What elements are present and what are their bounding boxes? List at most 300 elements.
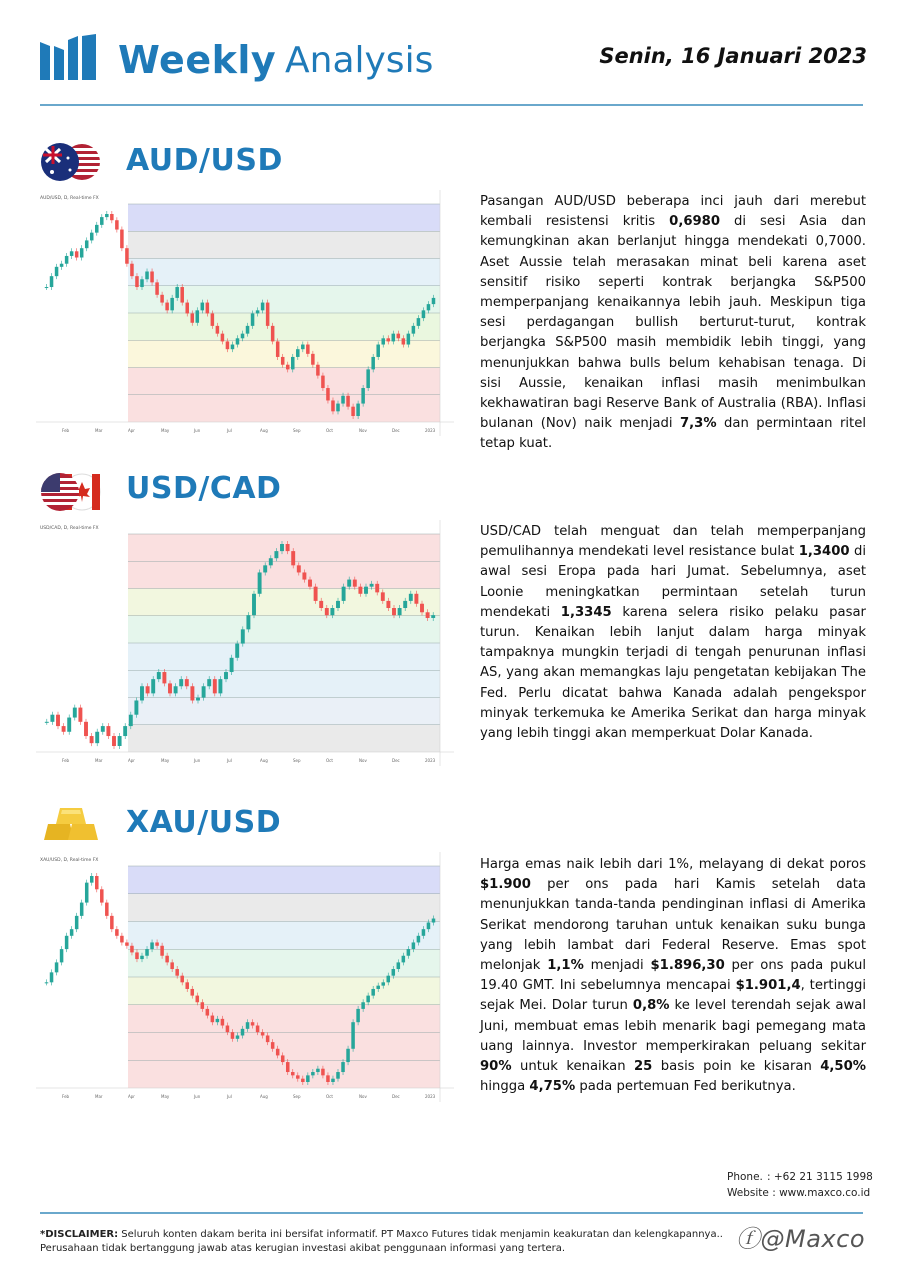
- candle-body: [56, 715, 60, 726]
- candle-body: [174, 686, 178, 693]
- candle-body: [211, 313, 215, 325]
- candle-body: [256, 1026, 260, 1033]
- candle-body: [271, 326, 275, 342]
- candle-body: [130, 264, 134, 276]
- month-tick-label: Jun: [194, 428, 201, 433]
- candle-body: [50, 972, 54, 982]
- candle-body: [185, 679, 189, 686]
- candle-body: [346, 1049, 350, 1062]
- candle-body: [150, 942, 154, 949]
- section-title-usdcad: USD/CAD: [126, 471, 282, 506]
- candle-body: [65, 256, 69, 264]
- month-tick-label: Feb: [62, 758, 70, 763]
- month-tick-label: Oct: [326, 428, 333, 433]
- header-date: Senin, 16 Januari 2023: [599, 44, 867, 68]
- highlight-value: 1,3345: [560, 604, 612, 620]
- month-tick-label: May: [161, 1094, 170, 1099]
- candle-body: [417, 936, 421, 943]
- candle-body: [170, 298, 174, 310]
- month-tick-label: Jul: [227, 1094, 232, 1099]
- month-tick-label: May: [161, 758, 170, 763]
- gold-bars-icon: [40, 800, 102, 844]
- candle-body: [45, 722, 49, 723]
- candle-body: [180, 287, 184, 303]
- candle-body: [230, 658, 234, 672]
- fib-band: [128, 1060, 440, 1088]
- candle-body: [296, 1075, 300, 1078]
- candle-body: [325, 608, 329, 615]
- fib-band: [128, 616, 440, 643]
- month-tick-label: Feb: [62, 1094, 70, 1099]
- candle-body: [286, 544, 290, 551]
- candle-body: [85, 883, 89, 903]
- month-tick-label: 2023: [425, 428, 436, 433]
- month-tick-label: Apr: [128, 1094, 135, 1099]
- candle-body: [67, 718, 71, 732]
- candle-body: [118, 736, 122, 746]
- candle-body: [95, 732, 99, 743]
- contact-info: [727, 1169, 873, 1201]
- candle-body: [266, 303, 270, 326]
- candle-body: [165, 956, 169, 963]
- candle-body: [291, 357, 295, 369]
- month-tick-label: Mar: [95, 428, 103, 433]
- candle-body: [263, 565, 267, 572]
- fib-band: [128, 977, 440, 1005]
- candle-body: [316, 365, 320, 376]
- candle-body: [386, 976, 390, 983]
- candle-body: [241, 334, 245, 339]
- candle-body: [120, 230, 124, 249]
- candle-body: [185, 303, 189, 314]
- month-tick-label: May: [161, 428, 170, 433]
- social-handle[interactable]: [736, 1219, 865, 1254]
- candle-body: [276, 341, 280, 357]
- fib-band: [128, 670, 440, 697]
- month-tick-label: Dec: [392, 428, 400, 433]
- paragraph-text: di sesi Asia dan kemungkinan akan berlanjut hingga mendekati 0,7000. Aset Aussie telah merasakan minat beli karena aset sensitif risiko seperti kontrak berjangka S&P500 memperpanjang kenaikannya lebih jauh. Meskipun tiga sesi perdagangan bullish berturut-turut, kontrak berjangka S&P500 masih membidik lebih tinggi, yang menunjukkan bahwa bulls belum kehabisan tenaga. Di sisi Aussie, kenaikan inflasi masih menimbulkan kekhawatiran bagi Reserve Bank of Australia (RBA). Inflasi bulanan (Nov) naik menjadi: [480, 214, 866, 432]
- candle-body: [403, 601, 407, 608]
- header-title-bold: Weekly: [118, 38, 277, 82]
- fib-band: [128, 725, 440, 752]
- candle-body: [175, 287, 179, 298]
- section-title-xauusd: XAU/USD: [126, 805, 282, 840]
- candle-body: [95, 876, 99, 889]
- candle-body: [321, 1069, 325, 1076]
- candle-body: [261, 1032, 265, 1035]
- fib-band: [128, 231, 440, 258]
- candle-body: [130, 946, 134, 953]
- candle-body: [70, 251, 74, 256]
- header-divider: [40, 104, 863, 106]
- candle-body: [95, 225, 99, 233]
- candle-body: [276, 1049, 280, 1056]
- candle-body: [432, 298, 436, 304]
- candle-body: [407, 949, 411, 956]
- candle-body: [110, 214, 114, 220]
- candle-body: [170, 962, 174, 969]
- month-tick-label: Sep: [293, 1094, 301, 1099]
- candle-body: [65, 936, 69, 949]
- candle-body: [60, 949, 64, 962]
- candle-body: [301, 1079, 305, 1082]
- candle-body: [157, 672, 161, 679]
- highlight-value: 90%: [480, 1059, 512, 1075]
- paragraph-text: Harga emas naik lebih dari 1%, melayang di dekat poros: [480, 857, 866, 872]
- candle-body: [392, 608, 396, 615]
- highlight-value: 25: [634, 1059, 653, 1075]
- candle-body: [336, 601, 340, 608]
- candle-body: [211, 1016, 215, 1023]
- chart-info-label: USD/CAD, D, Real-time FX: [40, 526, 99, 531]
- month-tick-label: Aug: [260, 758, 268, 763]
- candle-body: [347, 580, 351, 587]
- candle-body: [105, 214, 109, 217]
- candle-body: [190, 686, 194, 700]
- footer-divider: [40, 1212, 863, 1214]
- month-tick-label: Mar: [95, 758, 103, 763]
- candle-body: [412, 942, 416, 949]
- paragraph-text: Pasangan AUD/USD beberapa inci jauh dari merebut kembali resistensi kritis: [480, 194, 866, 230]
- candle-body: [427, 923, 431, 930]
- candle-body: [190, 989, 194, 996]
- candle-body: [381, 338, 385, 344]
- candle-body: [151, 679, 155, 693]
- candle-body: [376, 986, 380, 989]
- candle-body: [115, 929, 119, 936]
- candle-body: [321, 376, 325, 388]
- candle-body: [417, 318, 421, 326]
- month-tick-label: Sep: [293, 758, 301, 763]
- paragraph-text: per ons pada hari Kamis setelah data menunjukkan tanda-tanda pendinginan inflasi di Amerika Serikat mendorong taruhan untuk kenaikan suku bunga yang lebih lambat dari Federal Reserve. Emas spot melonjak: [480, 877, 866, 974]
- paragraph-text: basis poin ke kisaran: [652, 1059, 821, 1075]
- paragraph-text: pada pertemuan Fed berikutnya.: [575, 1079, 796, 1095]
- candle-body: [101, 726, 105, 732]
- candle-body: [302, 572, 306, 579]
- candle-body: [105, 903, 109, 916]
- candle-body: [407, 334, 411, 345]
- candle-body: [256, 310, 260, 313]
- candle-body: [224, 672, 228, 679]
- candle-body: [297, 565, 301, 572]
- candle-body: [221, 334, 225, 342]
- highlight-value: $1.896,30: [650, 958, 725, 974]
- candle-body: [226, 1026, 230, 1033]
- candle-body: [75, 251, 79, 257]
- month-tick-label: Dec: [392, 1094, 400, 1099]
- paragraph-text: dan permintaan ritel tetap kuat.: [480, 416, 866, 452]
- month-tick-label: 2023: [425, 1094, 436, 1099]
- candle-body: [90, 876, 94, 883]
- candle-body: [358, 587, 362, 594]
- candle-body: [431, 615, 435, 618]
- candle-body: [392, 334, 396, 342]
- paragraph-text: untuk kenaikan: [511, 1059, 634, 1075]
- candle-body: [326, 388, 330, 400]
- candle-body: [412, 326, 416, 334]
- candle-body: [271, 1042, 275, 1049]
- candle-body: [364, 587, 368, 594]
- candle-body: [185, 982, 189, 989]
- candle-body: [351, 1022, 355, 1049]
- candle-body: [226, 341, 230, 349]
- candle-body: [155, 282, 159, 294]
- candle-body: [62, 726, 66, 732]
- candle-body: [356, 404, 360, 416]
- month-tick-label: Aug: [260, 428, 268, 433]
- fib-band: [128, 286, 440, 313]
- fib-band: [128, 866, 440, 894]
- candle-body: [110, 916, 114, 929]
- candle-body: [427, 304, 431, 310]
- candle-body: [241, 1029, 245, 1036]
- fib-band: [128, 204, 440, 231]
- candle-body: [145, 271, 149, 279]
- fib-band: [128, 698, 440, 725]
- facebook-icon: ⓕ: [736, 1225, 761, 1253]
- candle-body: [402, 338, 406, 344]
- section-title-audusd: AUD/USD: [126, 143, 283, 178]
- candle-body: [398, 608, 402, 615]
- candle-body: [386, 338, 390, 341]
- chart-audusd: [36, 190, 454, 436]
- candle-body: [251, 1022, 255, 1025]
- candle-body: [422, 929, 426, 936]
- candle-body: [252, 594, 256, 615]
- candle-body: [381, 982, 385, 985]
- candle-body: [291, 551, 295, 565]
- candle-body: [330, 608, 334, 615]
- candle-body: [426, 612, 430, 618]
- candle-body: [351, 407, 355, 416]
- highlight-value: $1.901,4: [735, 978, 801, 994]
- candle-body: [281, 357, 285, 365]
- month-tick-label: Feb: [62, 428, 70, 433]
- candle-body: [120, 936, 124, 943]
- us-canada-flags-icon: [40, 470, 102, 514]
- candle-body: [190, 313, 194, 322]
- candle-body: [100, 217, 104, 225]
- paragraph-text: karena selera risiko pelaku pasar turun. Kenaikan lebih lanjut dalam harga minyak tampaknya mungkin terjadi di tengah penurunan inflasi AS, yang akan memangkas laju pengetatan kebijakan The Fed. Perlu dicatat bahwa Kanada adalah pengekspor minyak terkemuka ke Amerika Serikat dan harga minyak yang lebih tinggi akan memperkuat Dolar Kanada.: [480, 604, 866, 742]
- candle-body: [196, 996, 200, 1003]
- candle-body: [90, 736, 94, 743]
- candle-body: [366, 996, 370, 1003]
- candle-body: [206, 1009, 210, 1016]
- candle-body: [196, 310, 200, 322]
- candle-body: [356, 1009, 360, 1022]
- candle-body: [85, 240, 89, 248]
- candle-body: [160, 946, 164, 956]
- highlight-value: 0,8%: [632, 998, 670, 1014]
- disclaimer-label: *DISCLAIMER:: [40, 1229, 119, 1240]
- candle-body: [213, 679, 217, 693]
- month-tick-label: Dec: [392, 758, 400, 763]
- month-tick-label: Nov: [359, 428, 367, 433]
- candle-body: [162, 672, 166, 683]
- candle-body: [306, 1075, 310, 1082]
- fib-band: [128, 395, 440, 422]
- paragraph-text: ke level terendah sejak awal Juni, membuat emas lebih menarik bagi pemegang mata uang lainnya. Investor memperkirakan peluang sekitar: [480, 998, 866, 1054]
- fib-band: [128, 259, 440, 286]
- candle-body: [202, 686, 206, 697]
- candle-body: [246, 1022, 250, 1029]
- paragraph-text: di awal sesi Eropa pada hari Jumat. Sebelumnya, aset Loonie meningkatkan permintaan setelah turun mendekati: [480, 544, 866, 620]
- candle-body: [45, 982, 49, 983]
- fib-band: [128, 368, 440, 395]
- highlight-value: $1.900: [480, 877, 531, 893]
- highlight-value: 7,3%: [679, 416, 717, 432]
- candle-body: [342, 587, 346, 601]
- fib-band: [128, 1005, 440, 1033]
- candle-body: [432, 919, 436, 923]
- candle-body: [78, 708, 82, 722]
- candle-body: [266, 1035, 270, 1042]
- candle-body: [168, 683, 172, 693]
- candle-body: [75, 916, 79, 929]
- candle-body: [314, 587, 318, 601]
- paragraph-usdcad: [480, 522, 866, 744]
- paragraph-text: per ons pada pukul 19.40 GMT. Ini sebelumnya mencapai: [480, 958, 867, 994]
- candle-body: [261, 303, 265, 311]
- candle-body: [336, 404, 340, 412]
- candle-body: [175, 969, 179, 976]
- month-tick-label: Oct: [326, 1094, 333, 1099]
- candle-body: [422, 310, 426, 318]
- candle-body: [135, 276, 139, 287]
- candle-body: [371, 989, 375, 996]
- candle-body: [376, 345, 380, 357]
- month-tick-label: Jul: [227, 428, 232, 433]
- candle-body: [123, 726, 127, 736]
- paragraph-text: , tertinggi sejak Mei. Dolar turun: [480, 978, 866, 1014]
- candle-body: [206, 303, 210, 314]
- candle-body: [115, 220, 119, 229]
- website-label: Website: [727, 1187, 769, 1199]
- candle-body: [160, 295, 164, 303]
- phone-label: Phone.: [727, 1171, 763, 1183]
- candle-body: [316, 1069, 320, 1072]
- candle-body: [231, 345, 235, 350]
- candle-body: [216, 326, 220, 334]
- candle-body: [146, 686, 150, 693]
- highlight-value: 0,6980: [669, 214, 721, 230]
- candle-body: [269, 558, 273, 565]
- candle-body: [246, 615, 250, 629]
- candle-body: [281, 1055, 285, 1062]
- candle-body: [90, 233, 94, 241]
- candle-body: [386, 601, 390, 608]
- candle-body: [301, 345, 305, 350]
- month-tick-label: Jun: [194, 1094, 201, 1099]
- candle-body: [331, 400, 335, 411]
- candle-body: [361, 1002, 365, 1009]
- chart-xauusd: [36, 852, 454, 1102]
- candle-body: [414, 594, 418, 604]
- candle-body: [73, 708, 77, 718]
- candle-body: [140, 686, 144, 700]
- fib-band: [128, 643, 440, 670]
- phone-number: : +62 21 3115 1998: [767, 1171, 873, 1183]
- month-tick-label: Aug: [260, 1094, 268, 1099]
- candle-body: [55, 267, 59, 276]
- month-tick-label: Nov: [359, 758, 367, 763]
- chart-usdcad: [36, 520, 454, 766]
- paragraph-audusd: [480, 192, 866, 455]
- candle-body: [236, 1035, 240, 1038]
- candle-body: [112, 736, 116, 746]
- candle-body: [251, 313, 255, 325]
- candle-body: [231, 1032, 235, 1039]
- candle-body: [221, 1019, 225, 1026]
- candle-body: [381, 592, 385, 601]
- month-tick-label: Mar: [95, 1094, 103, 1099]
- candle-body: [420, 604, 424, 613]
- candle-body: [308, 580, 312, 587]
- candle-body: [150, 271, 154, 282]
- website-url[interactable]: : www.maxco.co.id: [772, 1187, 871, 1199]
- candle-body: [80, 903, 84, 916]
- candle-body: [45, 287, 49, 288]
- candle-body: [409, 594, 413, 601]
- fib-band: [128, 894, 440, 922]
- candle-body: [397, 962, 401, 969]
- candle-body: [306, 345, 310, 354]
- highlight-value: 4,75%: [529, 1079, 576, 1095]
- paragraph-text: hingga: [480, 1079, 530, 1095]
- candle-body: [100, 889, 104, 902]
- month-tick-label: Apr: [128, 428, 135, 433]
- candle-body: [50, 276, 54, 287]
- candle-body: [311, 354, 315, 365]
- highlight-value: 1,3400: [798, 544, 850, 560]
- candle-body: [207, 679, 211, 686]
- candle-body: [180, 976, 184, 983]
- candle-body: [140, 279, 144, 287]
- fib-band: [128, 534, 440, 561]
- candle-body: [326, 1075, 330, 1082]
- candle-body: [341, 1062, 345, 1072]
- header-title-light: Analysis: [285, 40, 434, 81]
- candle-body: [371, 357, 375, 369]
- candle-body: [375, 584, 379, 593]
- candle-body: [402, 956, 406, 963]
- disclaimer: [40, 1228, 730, 1256]
- candle-body: [201, 1002, 205, 1009]
- candle-body: [129, 715, 133, 726]
- candle-body: [50, 715, 54, 722]
- candle-body: [286, 1062, 290, 1072]
- candle-body: [106, 726, 110, 736]
- month-tick-label: Jun: [194, 758, 201, 763]
- candle-body: [125, 248, 129, 264]
- candle-body: [346, 396, 350, 407]
- candle-body: [258, 572, 262, 593]
- candle-body: [397, 334, 401, 339]
- candle-body: [80, 248, 84, 257]
- candle-body: [291, 1072, 295, 1075]
- candle-body: [218, 679, 222, 693]
- month-tick-label: Sep: [293, 428, 301, 433]
- fib-band: [128, 922, 440, 950]
- candle-body: [235, 644, 239, 658]
- candle-body: [60, 264, 64, 267]
- social-handle-text: @Maxco: [760, 1225, 865, 1253]
- candle-body: [311, 1072, 315, 1075]
- paragraph-text: menjadi: [583, 958, 651, 974]
- month-tick-label: Nov: [359, 1094, 367, 1099]
- candle-body: [155, 942, 159, 945]
- candle-body: [319, 601, 323, 608]
